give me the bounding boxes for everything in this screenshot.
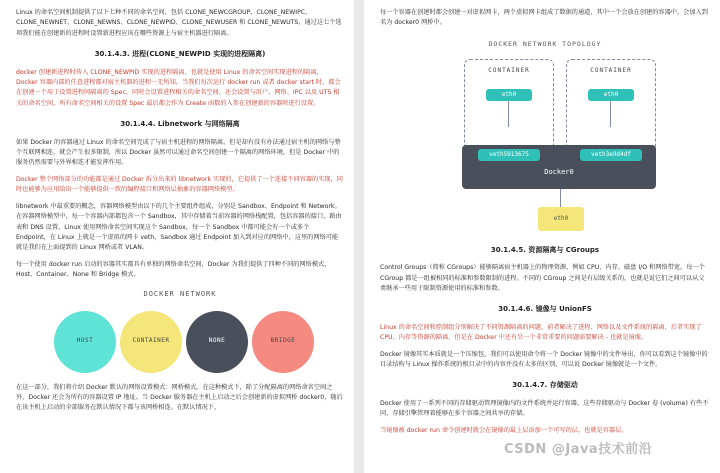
unionfs-paragraph-1: Linux 的命名空间和控制组分别解决了不同资源隔离的问题，前者解决了进程、网络以及文件系统的隔离，后者实现了 CPU、内存等资源的隔离，但是在 Docker 中还有另一个非常重要的问题需要解决 - 也就是镜像。 [380,323,702,342]
mode-host: HOST [54,311,116,373]
section-heading-unionfs: 30.1.4.6. 镜像与 UnionFS [498,305,592,314]
mode-container: CONTAINER [120,311,182,373]
host-link-line [560,189,561,207]
unionfs-paragraph-2: Docker 镜像其实本质就是一个压缩包，我们可以使用命令将一个 Docker 镜像中的文件导出，你可以看到这个镜像中的目录结构与 Linux 操作系统的根目录中的内容并没有太多的区别，可以说 Docker 镜像就是一个文件。 [380,350,708,369]
watermark: CSDN @Java技术前沿 [504,442,653,457]
storage-paragraph-1: Docker 使用了一系列不同的存储驱动管理镜像内的文件系统并运行容器，这些存储驱动与 Docker 卷 (volume) 有些不同，存储引擎管理着能够在多个容器之间共享的存储。 [380,399,709,418]
cgroups-paragraph: Control Groups（简称 CGroups）能够隔离宿主机器上的物理资源，例如 CPU、内存、磁盘 I/O 和网络带宽。每一个 CGroup 都是一组被相同的标准和参数限制的进程。不同的 CGroup 之间是有层级关系的，也就是说它们之间可以从父类继承一些用于限制资源使用的标准和参数。 [380,264,705,293]
link-line-2 [610,101,611,127]
topology-title: DOCKER NETWORK TOPOLOGY [488,39,602,48]
section-heading-storage: 30.1.4.7. 存储驱动 [512,381,578,390]
veth-a: veth5913675 [478,149,540,161]
docker-network-diagram [16,289,344,377]
bridge-paragraph: 在这一部分，我们将介绍 Docker 默认的网络设置模式：网桥模式。在这种模式下，除了分配隔离的网络命名空间之外，Docker 还会为所有的容器设置 IP 地址。当 Docker 服务器在主机上启动之后会创建新的虚拟网桥 docker0，随后在该主机上启动的全部服务在默认情况下都与该网桥相连。在默认情况下， [16,383,343,412]
right-page [364,0,720,473]
container-box-1: CONTAINER [464,59,554,171]
mode-bridge: BRIDGE [252,311,314,373]
container-box-2: CONTAINER [566,59,656,171]
veth-b: veth3e9d4df [580,149,642,161]
left-column [16,8,344,420]
section-heading-libnetwork: 30.1.4.4. Libnetwork 与网络隔离 [120,120,240,129]
network-paragraph-2: Docker 整个网络部分的功能都是通过 Docker 拆分出来的 libnetwork 实现的，它提供了一个连接不同容器的实现，同时也能够为应用给出一个能够提供一致的编程接口和网络层抽象的容器网络模型。 [16,175,343,194]
host-eth0: eth0 [538,207,584,231]
mode-none: NONE [186,311,248,373]
container-2-eth0: eth0 [588,89,634,101]
section-heading-pid: 30.1.4.3. 进程(CLONE_NEWPID 实现的进程隔离) [94,50,266,59]
section-heading-cgroups: 30.1.4.5. 资源隔离与 CGroups [490,245,600,254]
left-page [0,0,354,473]
right-column [380,8,710,442]
diagram-title: DOCKER NETWORK [143,289,217,298]
container-1-eth0: eth0 [486,89,532,101]
pid-paragraph: docker 创建新进程时传入 CLONE_NEWPID 实现的进程隔离，也就是使用 Linux 的命名空间实现进程的隔离，Docker 容器内部的任意进程都对宿主机器的进程一无所知。当我们每次运行 docker run 或者 docker start 时，都会在创建一个用于设置进程间隔离的 Spec，同时会设置进程相关的命名空间，还会设置与用户、网络、IPC 以及 UTS 相关的命名空间，所有命名空间相关的设置 Spec 最后都会作为 Create 函数的入参在创建新的容器时进行设置。 [16,68,341,107]
storage-paragraph-2: 当镜像被 docker run 命令创建时就会在镜像的最上层添加一个可写的层，也就是容器层。 [380,426,628,434]
network-paragraph-3: libnetwork 中最重要的概念，容器网络模型由以下的几个主要组件组成，分别是 Sandbox、Endpoint 和 Network。在容器网络模型中，每一个容器内部都包含一个 Sandbox，其中存储着当前容器的网络栈配置，包括容器的接口、路由表和 DNS 设置，Linux 使用网络命名空间实现这个 Sandbox，每一个 Sandbox 中都可能会有一个或多个 Endpoint，在 Linux 上就是一个虚拟的网卡 veth，Sandbox 通过 Endpoint 加入到对应的网络中，这里的网络可能就是我们在上面提到的 Linux 网桥或者 VLAN。 [16,202,342,252]
docker0-bridge: Docker0 [462,145,656,189]
network-paragraph-4: 每一个使用 docker run 启动的容器其实都具有单独的网络命名空间，Docker 为我们提供了四种不同的网络模式，Host、Container、None 和 Bridge 模式。 [16,260,331,279]
veth-paragraph: 每一个容器在创建时都会创建一对虚拟网卡，两个虚拟网卡组成了数据的通道，其中一个会放在创建的容器中，会加入到名为 docker0 网桥中。 [380,9,708,27]
intro-paragraph: Linux 的命名空间机制提供了以下七种不同的命名空间，包括 CLONE_NEWCGROUP、CLONE_NEWIPC、CLONE_NEWNET、CLONE_NEWNS、CLONE_NEWPID、CLONE_NEWUSER 和 CLONE_NEWUTS，通过这七个选项我们能在创建新的进程时设置新进程应该在哪些资源上与宿主机器进行隔离。 [16,9,342,37]
link-line-1 [508,101,509,127]
network-topology-diagram [380,35,710,235]
network-paragraph-1: 如果 Docker 的容器通过 Linux 的命名空间完成了与宿主机进程的网络隔离，但是却有没有办法通过宿主机的网络与整个互联网相连，就会产生很多限制，所以 Docker 虽然可以通过命名空间创建一个隔离的网络环境，但是 Docker 中的服务仍然需要与外界相连才能发挥作用。 [16,138,341,167]
